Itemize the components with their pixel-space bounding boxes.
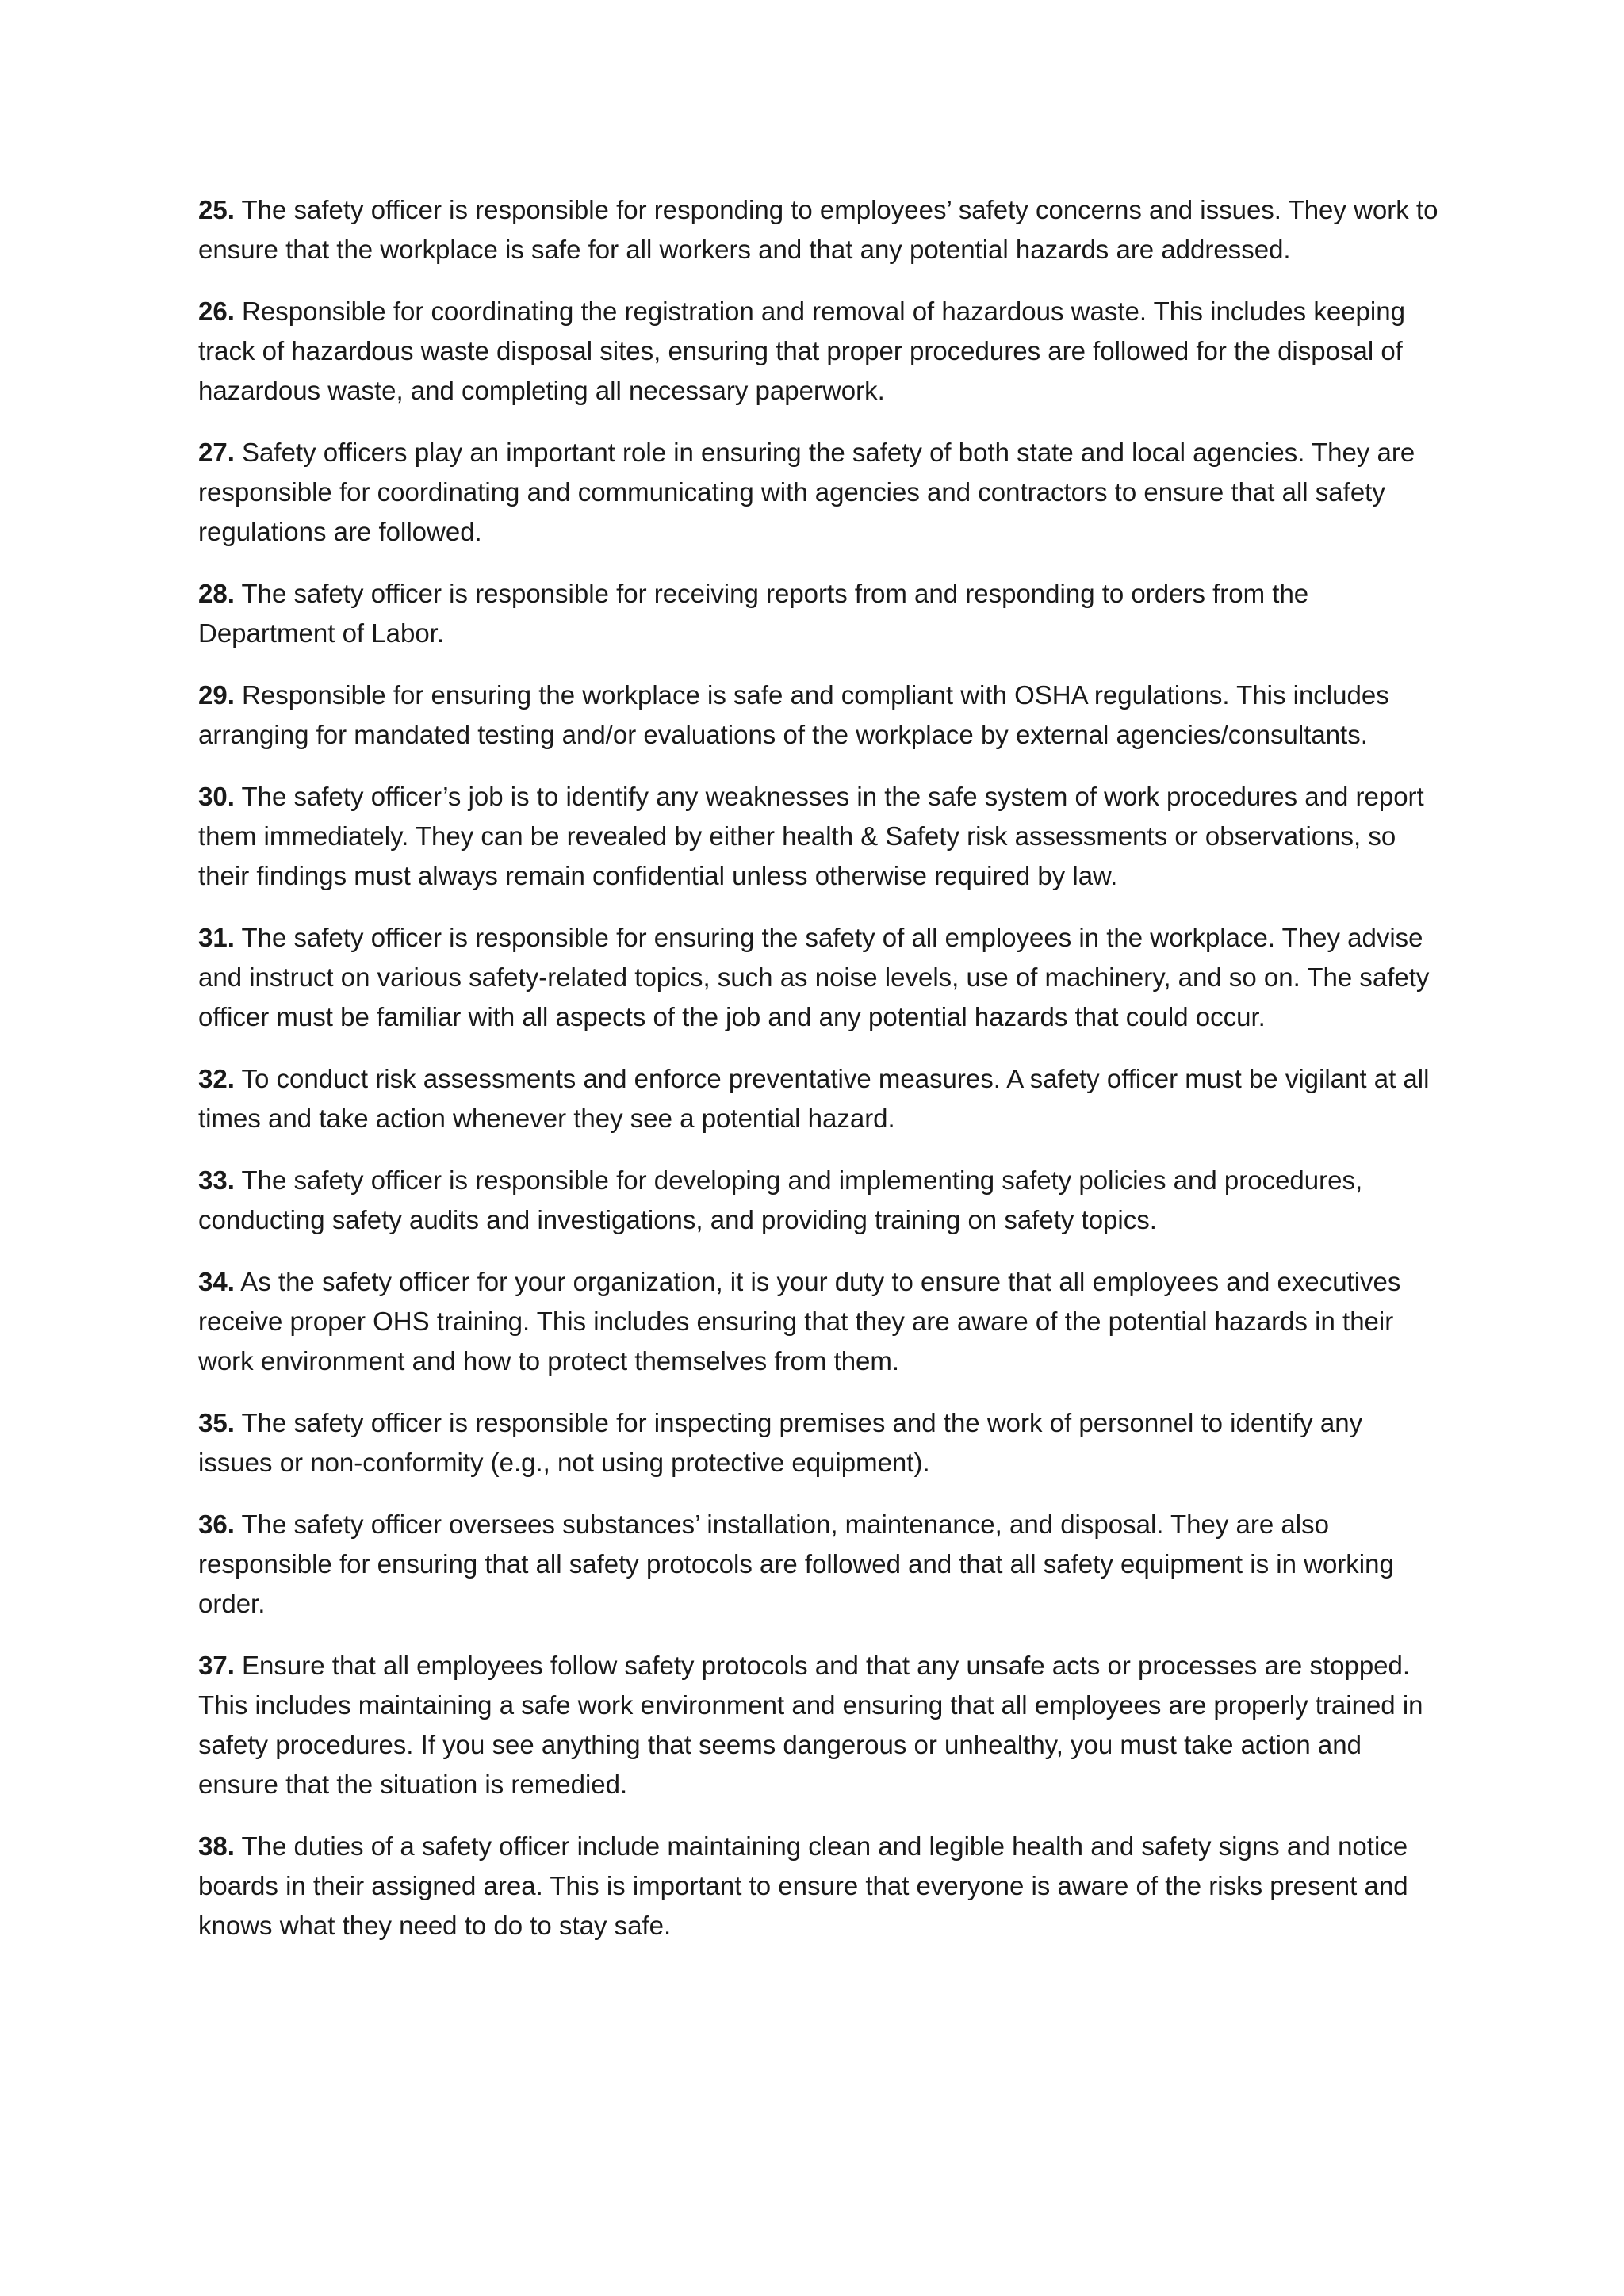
item-number: 37. bbox=[198, 1651, 235, 1680]
list-item bbox=[198, 1646, 1443, 1804]
item-number: 27. bbox=[198, 438, 235, 467]
item-number: 33. bbox=[198, 1165, 235, 1195]
document-page bbox=[198, 190, 1443, 1968]
list-item bbox=[198, 918, 1443, 1037]
item-text: The safety officer is responsible for receiving reports from and responding to orders from the Department of Labor. bbox=[198, 579, 1309, 648]
item-text: To conduct risk assessments and enforce preventative measures. A safety officer must be vigilant at all times and take action whenever they see a potential hazard. bbox=[198, 1064, 1430, 1133]
item-number: 29. bbox=[198, 680, 235, 710]
list-item bbox=[198, 777, 1443, 896]
list-item bbox=[198, 433, 1443, 552]
item-number: 36. bbox=[198, 1510, 235, 1539]
list-item bbox=[198, 1161, 1443, 1240]
list-item bbox=[198, 574, 1443, 653]
list-item bbox=[198, 1403, 1443, 1483]
list-item bbox=[198, 292, 1443, 411]
item-text: As the safety officer for your organization, it is your duty to ensure that all employees and executives receive proper OHS training. This includes ensuring that they are aware of the potential hazards in their work environment and how to protect themselves from them. bbox=[198, 1267, 1401, 1376]
item-text: The safety officer is responsible for responding to employees’ safety concerns and issues. They work to ensure that the workplace is safe for all workers and that any potential hazards are addressed. bbox=[198, 195, 1438, 264]
item-text: Responsible for coordinating the registration and removal of hazardous waste. This includes keeping track of hazardous waste disposal sites, ensuring that proper procedures are followed for the disposal of hazardous waste, and completing all necessary paperwork. bbox=[198, 297, 1405, 405]
item-number: 34. bbox=[198, 1267, 235, 1296]
list-item bbox=[198, 1059, 1443, 1138]
item-number: 31. bbox=[198, 923, 235, 952]
item-text: The safety officer’s job is to identify any weaknesses in the safe system of work procedures and report them immediately. They can be revealed by either health & Safety risk assessments or observations, so their findings must always remain confidential unless otherwise required by law. bbox=[198, 782, 1424, 890]
item-text: The safety officer is responsible for ensuring the safety of all employees in the workplace. They advise and instruct on various safety-related topics, such as noise levels, use of machinery, and so on. The safety officer must be familiar with all aspects of the job and any potential hazards that could occur. bbox=[198, 923, 1430, 1031]
list-item bbox=[198, 1827, 1443, 1946]
list-item bbox=[198, 675, 1443, 755]
list-item bbox=[198, 1262, 1443, 1381]
item-text: The safety officer is responsible for inspecting premises and the work of personnel to identify any issues or non-conformity (e.g., not using protective equipment). bbox=[198, 1408, 1363, 1477]
item-text: The duties of a safety officer include maintaining clean and legible health and safety signs and notice boards in their assigned area. This is important to ensure that everyone is aware of the risks present and knows what they need to do to stay safe. bbox=[198, 1831, 1408, 1940]
item-number: 38. bbox=[198, 1831, 235, 1861]
item-text: Responsible for ensuring the workplace is safe and compliant with OSHA regulations. This includes arranging for mandated testing and/or evaluations of the workplace by external agencies/consultants. bbox=[198, 680, 1389, 749]
item-text: Safety officers play an important role in ensuring the safety of both state and local agencies. They are responsible for coordinating and communicating with agencies and contractors to ensure that all safety regulations are followed. bbox=[198, 438, 1415, 546]
item-number: 28. bbox=[198, 579, 235, 608]
item-number: 25. bbox=[198, 195, 235, 224]
list-item bbox=[198, 1505, 1443, 1624]
item-number: 32. bbox=[198, 1064, 235, 1093]
item-number: 30. bbox=[198, 782, 235, 811]
item-text: The safety officer is responsible for developing and implementing safety policies and procedures, conducting safety audits and investigations, and providing training on safety topics. bbox=[198, 1165, 1363, 1234]
list-item bbox=[198, 190, 1443, 270]
item-number: 26. bbox=[198, 297, 235, 326]
item-number: 35. bbox=[198, 1408, 235, 1437]
item-text: Ensure that all employees follow safety protocols and that any unsafe acts or processes are stopped. This includes maintaining a safe work environment and ensuring that all employees are properly trained in safety procedures. If you see anything that seems dangerous or unhealthy, you must take action and ensure that the situation is remedied. bbox=[198, 1651, 1423, 1799]
item-text: The safety officer oversees substances’ installation, maintenance, and disposal. They are also responsible for ensuring that all safety protocols are followed and that all safety equipment is in working order. bbox=[198, 1510, 1394, 1618]
